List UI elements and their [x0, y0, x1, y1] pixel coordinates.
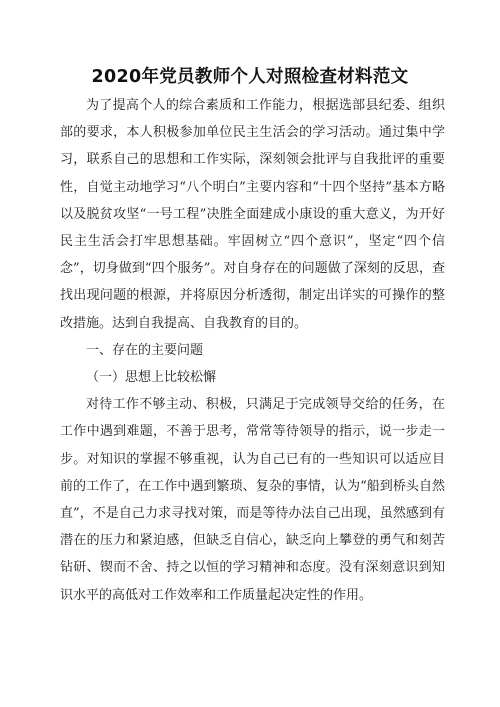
section-heading: 一、存在的主要问题	[86, 342, 204, 358]
intro-paragraph: 为了提高个人的综合素质和工作能力，根据选部县纪委、组织部的要求，本人积极参加单位民主生活会的学习活动。通过集中学习，联系自己的思想和工作实际，深刻领会批评与自我批评的重要性，自觉主动地学习“八个明白”主要内容和“十四个坚持”基本方略以及脱贫攻坚“一号工程”决胜全面建成小康设的重大意义，为开好民主生活会打牢思想基础。牢固树立“四个意识”，坚定“四个信念”，切身做到“四个服务”。对自身存在的问题做了深刻的反思，查找出现问题的根源，并将原因分析透彻，制定出详实的可操作的整改措施。达到自我提高、自我教育的目的。	[60, 98, 445, 331]
subsection-heading: （一）思想上比较松懈	[86, 370, 217, 386]
document-title: 2020年党员教师个人对照检查材料范文	[91, 67, 409, 87]
subsection-paragraph: 对待工作不够主动、积极，只满足于完成领导交给的任务，在工作中遇到难题，不善于思考，常常等待领导的指示，说一步走一步。对知识的掌握不够重视，认为自己已有的一些知识可以适应目前的工作了，在工作中遇到繁琐、复杂的事情，认为“船到桥头自然直”，不是自己力求寻找对策，而是等待办法自己出现，虽然感到有潜在的压力和紧迫感，但缺乏自信心，缺乏向上攀登的勇气和刻苦钻研、锲而不舍、持之以恒的学习精神和态度。没有深刻意识到知识水平的高低对工作效率和工作质量起决定性的作用。	[60, 397, 445, 603]
document-body	[60, 92, 445, 609]
